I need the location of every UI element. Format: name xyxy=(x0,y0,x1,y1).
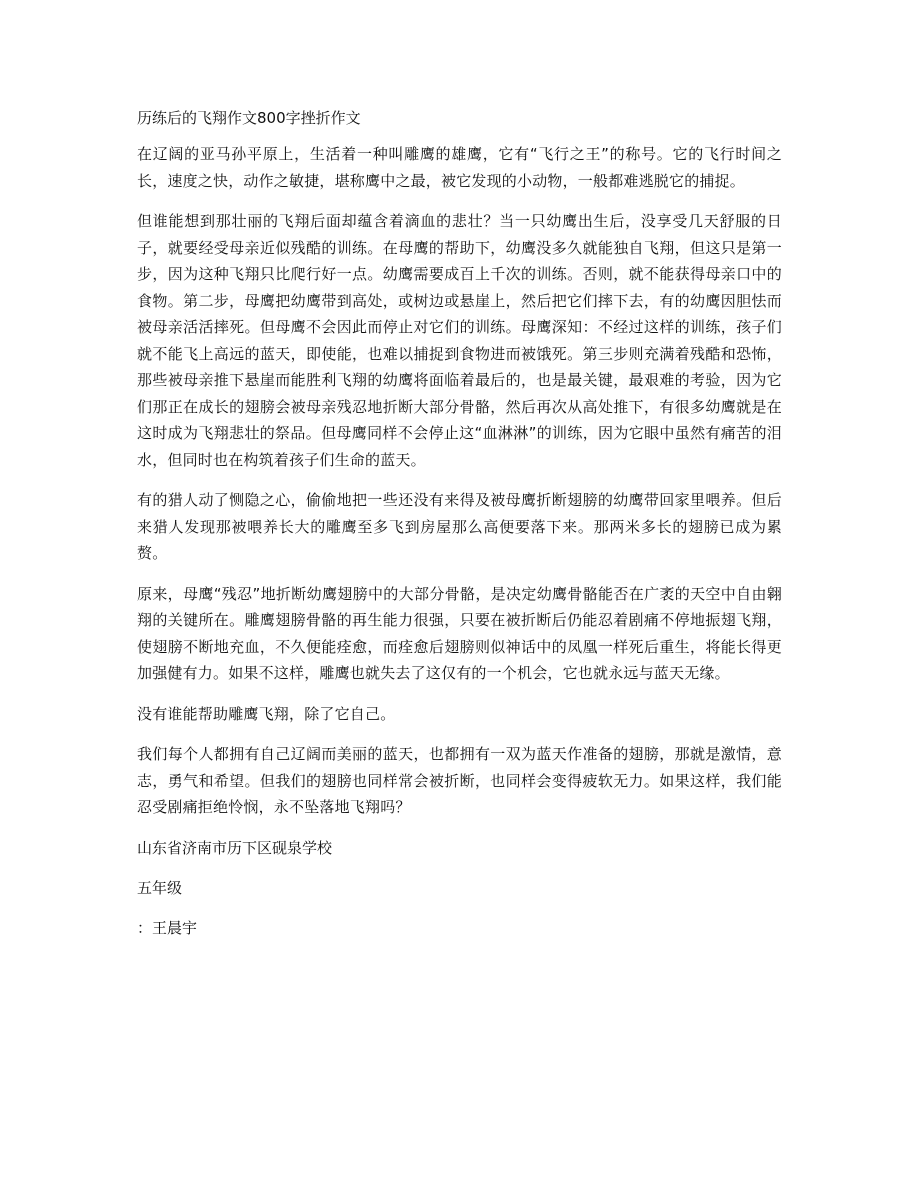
document-page xyxy=(137,105,782,955)
paragraph-conclusion: 没有谁能帮助雕鹰飞翔，除了它自己。 xyxy=(137,704,396,723)
school-name: 山东省济南市历下区砚泉学校 xyxy=(137,838,333,857)
author-name: ：王晨宇 xyxy=(137,918,198,937)
paragraph-reflection: 我们每个人都拥有自己辽阔而美丽的蓝天，也都拥有一双为蓝天作准备的翅膀，那就是激情，意志，勇气和希望。但我们的翅膀也同样常会被折断，也同样会变得疲软无力。如果这样，我们能忍受剧痛拒绝怜悯，永不坠落地飞翔吗？ xyxy=(137,745,782,816)
paragraph-reason: 原来，母鹰“残忍”地折断幼鹰翅膀中的大部分骨骼，是决定幼鹰骨骼能否在广袤的天空中自由翱翔的关键所在。雕鹰翅膀骨骼的再生能力很强，只要在被折断后仍能忍着剧痛不停地振翅飞翔，使翅膀不断地充血，不久便能痊愈，而痊愈后翅膀则似神话中的凤凰一样死后重生，将能长得更加强健有力。如果不这样，雕鹰也就失去了这仅有的一个机会，它也就永远与蓝天无缘。 xyxy=(137,584,782,682)
grade-label: 五年级 xyxy=(137,878,183,897)
paragraph-hunter: 有的猎人动了恻隐之心，偷偷地把一些还没有来得及被母鹰折断翅膀的幼鹰带回家里喂养。但后来猎人发现那被喂养长大的雕鹰至多飞到房屋那么高便要落下来。那两米多长的翅膀已成为累赘。 xyxy=(137,491,782,562)
paragraph-training: 但谁能想到那壮丽的飞翔后面却蕴含着滴血的悲壮？当一只幼鹰出生后，没享受几天舒服的日子，就要经受母亲近似残酷的训练。在母鹰的帮助下，幼鹰没多久就能独自飞翔，但这只是第一步，因为这种飞翔只比爬行好一点。幼鹰需要成百上千次的训练。否则，就不能获得母亲口中的食物。第二步，母鹰把幼鹰带到高处，或树边或悬崖上，然后把它们摔下去，有的幼鹰因胆怯而被母亲活活摔死。但母鹰不会因此而停止对它们的训练。母鹰深知：不经过这样的训练，孩子们就不能飞上高远的蓝天，即使能，也难以捕捉到食物进而被饿死。第三步则充满着残酷和恐怖，那些被母亲推下悬崖而能胜利飞翔的幼鹰将面临着最后的，也是最关键，最艰难的考验，因为它们那正在成长的翅膀会被母亲残忍地折断大部分骨骼，然后再次从高处推下，有很多幼鹰就是在这时成为飞翔悲壮的祭品。但母鹰同样不会停止这“血淋淋”的训练，因为它眼中虽然有痛苦的泪水，但同时也在构筑着孩子们生命的蓝天。 xyxy=(137,212,782,469)
paragraph-intro: 在辽阔的亚马孙平原上，生活着一种叫雕鹰的雄鹰，它有“飞行之王”的称号。它的飞行时间之长，速度之快，动作之敏捷，堪称鹰中之最，被它发现的小动物，一般都难逃脱它的捕捉。 xyxy=(137,145,782,190)
document-title: 历练后的飞翔作文800字挫折作文 xyxy=(137,109,361,127)
